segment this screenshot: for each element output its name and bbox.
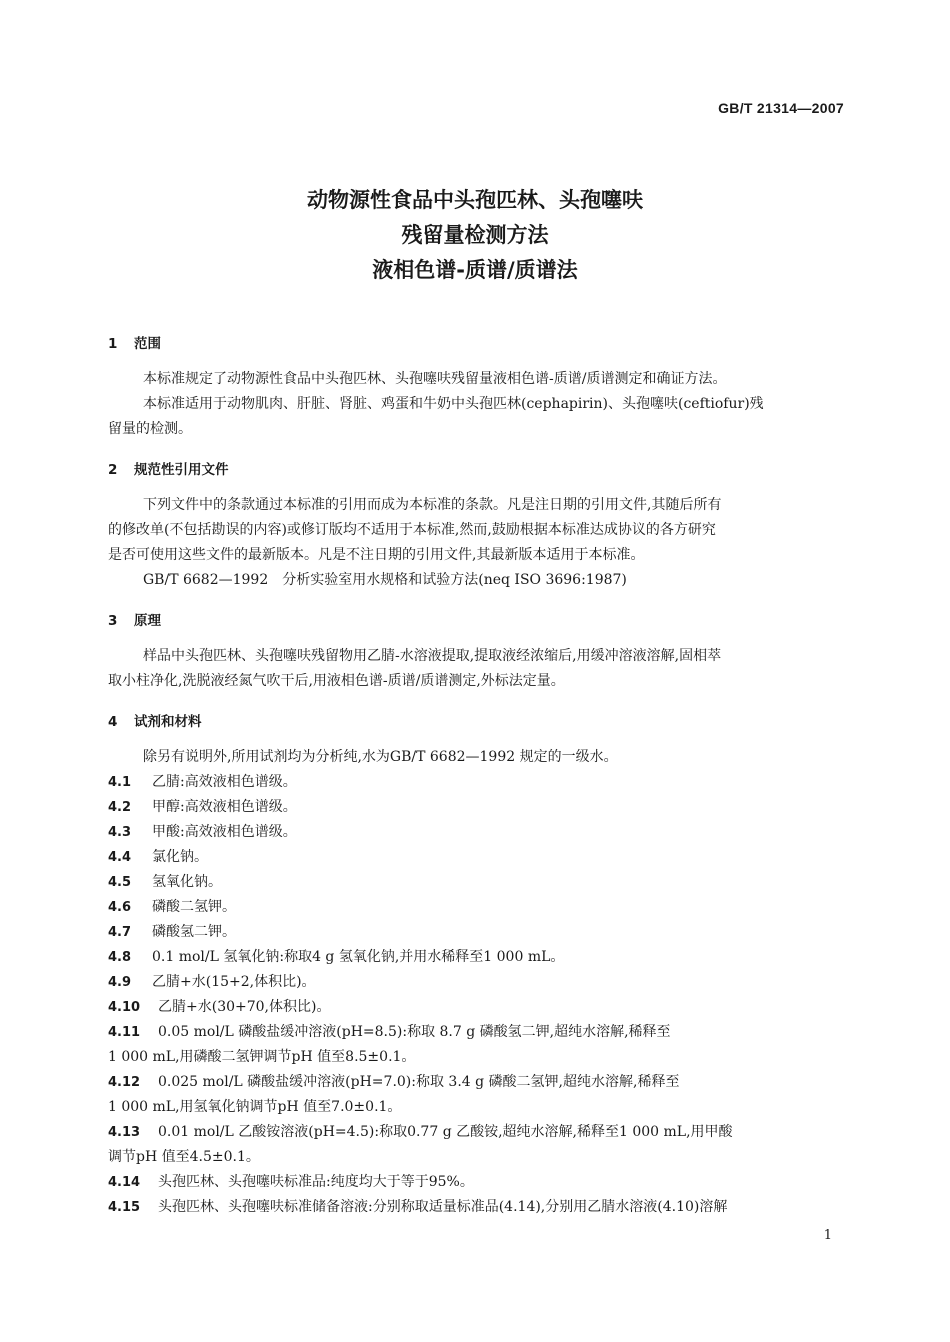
list-item xyxy=(108,797,297,818)
item-text: 乙腈+水(15+2,体积比)。 xyxy=(152,974,316,990)
item-number: 4.1 xyxy=(108,775,132,790)
title-line-2: 残留量检测方法 xyxy=(401,223,549,247)
item-text: 0.05 mol/L 磷酸盐缓冲溶液(pH=8.5):称取 8.7 g 磷酸氢二钾,超纯水溶解,稀释至 xyxy=(158,1024,671,1040)
paragraph-line: 样品中头孢匹林、头孢噻呋残留物用乙腈-水溶液提取,提取液经浓缩后,用缓冲溶液溶解,固相萃 xyxy=(143,648,722,664)
paragraph-line: 下列文件中的条款通过本标准的引用而成为本标准的条款。凡是注日期的引用文件,其随后所有 xyxy=(143,497,722,513)
item-number: 4.10 xyxy=(108,1000,141,1015)
paragraph-line: 的修改单(不包括勘误的内容)或修订版均不适用于本标准,然而,鼓励根据本标准达成协议的各方研究 xyxy=(108,522,716,538)
item-text: 磷酸二氢钾。 xyxy=(152,899,236,915)
item-text: 甲酸:高效液相色谱级。 xyxy=(152,824,297,840)
item-number: 4.12 xyxy=(108,1075,141,1090)
item-number: 4.7 xyxy=(108,925,132,940)
item-number: 4.5 xyxy=(108,875,132,890)
paragraph-line: 取小柱净化,洗脱液经氮气吹干后,用液相色谱-质谱/质谱测定,外标法定量。 xyxy=(108,673,565,689)
item-text: 0.1 mol/L 氢氧化钠:称取4 g 氢氧化钠,并用水稀释至1 000 mL。 xyxy=(152,949,565,965)
item-text: 甲醇:高效液相色谱级。 xyxy=(152,799,297,815)
section-title: 试剂和材料 xyxy=(134,714,202,730)
item-continuation: 1 000 mL,用磷酸二氢钾调节pH 值至8.5±0.1。 xyxy=(108,1049,416,1065)
item-number: 4.13 xyxy=(108,1125,141,1140)
page-number: 1 xyxy=(823,1228,832,1243)
section-number: 4 xyxy=(108,714,118,730)
list-item xyxy=(108,872,222,893)
section-3-heading xyxy=(108,609,161,629)
item-number: 4.6 xyxy=(108,900,132,915)
section-2-heading xyxy=(108,458,229,478)
item-text: 头孢匹林、头孢噻呋标准品:纯度均大于等于95%。 xyxy=(158,1174,474,1190)
item-text: 0.025 mol/L 磷酸盐缓冲溶液(pH=7.0):称取 3.4 g 磷酸二氢钾,超纯水溶解,稀释至 xyxy=(158,1074,680,1090)
section-title: 原理 xyxy=(134,613,161,629)
section-number: 1 xyxy=(108,336,118,352)
section-number: 2 xyxy=(108,462,118,478)
paragraph-line: 本标准适用于动物肌肉、肝脏、肾脏、鸡蛋和牛奶中头孢匹林(cephapirin)、头孢噻呋(ceftiofur)残 xyxy=(143,396,764,412)
item-number: 4.9 xyxy=(108,975,132,990)
item-text: 乙腈:高效液相色谱级。 xyxy=(152,774,297,790)
item-number: 4.14 xyxy=(108,1175,141,1190)
list-item xyxy=(108,922,236,943)
paragraph-line: 是否可使用这些文件的最新版本。凡是不注日期的引用文件,其最新版本适用于本标准。 xyxy=(108,547,645,563)
item-text: 氯化钠。 xyxy=(152,849,208,865)
standard-code: GB/T 21314—2007 xyxy=(718,100,844,116)
list-item xyxy=(108,847,208,868)
item-text: 头孢匹林、头孢噻呋标准储备溶液:分别称取适量标准品(4.14),分别用乙腈水溶液(4.10)溶解 xyxy=(158,1199,728,1215)
section-title: 规范性引用文件 xyxy=(134,462,229,478)
list-item xyxy=(108,1172,474,1193)
list-item xyxy=(108,1022,671,1043)
item-text: 0.01 mol/L 乙酸铵溶液(pH=4.5):称取0.77 g 乙酸铵,超纯水溶解,稀释至1 000 mL,用甲酸 xyxy=(158,1124,733,1140)
item-number: 4.2 xyxy=(108,800,132,815)
item-number: 4.11 xyxy=(108,1025,141,1040)
section-4-heading xyxy=(108,710,202,730)
item-number: 4.3 xyxy=(108,825,132,840)
item-continuation: 1 000 mL,用氢氧化钠调节pH 值至7.0±0.1。 xyxy=(108,1099,402,1115)
list-item xyxy=(108,772,297,793)
item-continuation: 调节pH 值至4.5±0.1。 xyxy=(108,1149,260,1165)
item-text: 磷酸氢二钾。 xyxy=(152,924,236,940)
item-number: 4.8 xyxy=(108,950,132,965)
list-item xyxy=(108,1122,733,1143)
paragraph-line: 除另有说明外,所用试剂均为分析纯,水为GB/T 6682—1992 规定的一级水。 xyxy=(143,749,618,765)
list-item xyxy=(108,997,330,1018)
item-text: 乙腈+水(30+70,体积比)。 xyxy=(158,999,331,1015)
list-item xyxy=(108,822,297,843)
section-number: 3 xyxy=(108,613,118,629)
item-number: 4.4 xyxy=(108,850,132,865)
list-item xyxy=(108,1197,727,1218)
section-1-heading xyxy=(108,332,161,352)
section-title: 范围 xyxy=(134,336,161,352)
paragraph-line: 留量的检测。 xyxy=(108,421,192,437)
list-item xyxy=(108,972,316,993)
list-item xyxy=(108,947,564,968)
list-item xyxy=(108,1072,679,1093)
normative-reference: GB/T 6682—1992 分析实验室用水规格和试验方法(neq ISO 3696:1987) xyxy=(143,572,627,588)
item-number: 4.15 xyxy=(108,1200,141,1215)
list-item xyxy=(108,897,236,918)
item-text: 氢氧化钠。 xyxy=(152,874,222,890)
title-line-3: 液相色谱-质谱/质谱法 xyxy=(372,258,578,282)
title-line-1: 动物源性食品中头孢匹林、头孢噻呋 xyxy=(307,188,643,212)
paragraph-line: 本标准规定了动物源性食品中头孢匹林、头孢噻呋残留量液相色谱-质谱/质谱测定和确证方法。 xyxy=(143,371,727,387)
